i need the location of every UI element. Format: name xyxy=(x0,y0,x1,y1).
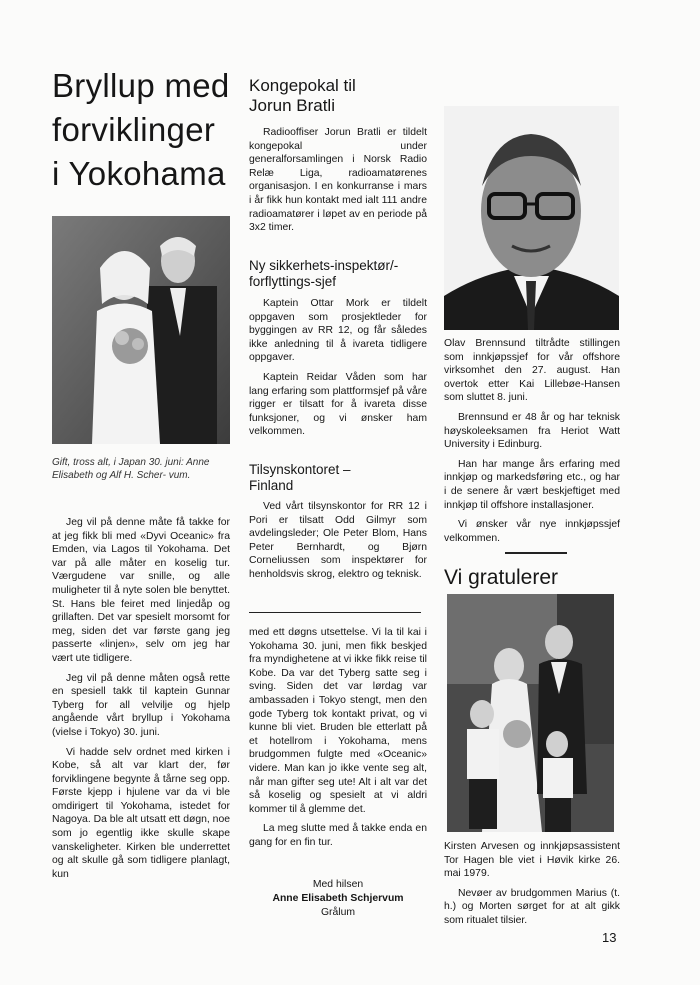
page-number: 13 xyxy=(602,930,617,945)
article1-signoff xyxy=(249,878,427,920)
article1-body-col2 xyxy=(249,626,427,856)
paragraph: Jeg vil på denne måten også rette en spesiell takk til kaptein Gunnar Tyberg for all velvilje og hjelp angående vårt bryllup i Yokohama (vielse i Tokyo) 30. juni. xyxy=(52,672,230,738)
article1-body-col1 xyxy=(52,516,230,887)
wedding-group-photo xyxy=(447,594,614,832)
paragraph: Nevøer av brudgommen Marius (t. h.) og Morten sørget for at alt gikk som ritualet tilsier. xyxy=(444,887,620,926)
portrait-image xyxy=(444,106,619,330)
paragraph: med ett døgns utsettelse. Vi la til kai i Yokohama 30. juni, men fikk beskjed fra myndighetene at vi ikke fikk reise til Kobe. Da var det Tyberg satte seg i sving. Siden det var lørdag var ambassaden i Tokyo stengt, men den gode Tyberg tok kontakt privat, og vi kunne bli viet. Bruden ble etterlatt på et hotellrom i Yokohama, mens brudgommen fulgte med «Oceanic» videre. Man kan jo ikke vente seg alt, når man gifter seg ute! Alt i alt var det så koselig og spesielt at vi aldri kommer til å glemme det. xyxy=(249,627,427,815)
paragraph: Kaptein Ottar Mork er tildelt oppgaven som prosjektleder for byggingen av RR 12, og får således ikke anledning til å ivareta tidligere oppgaver. xyxy=(249,298,427,364)
article6-title: Vi gratulerer xyxy=(444,566,559,589)
paragraph: Kirsten Arvesen og innkjøpsassistent Tor Hagen ble viet i Høvik kirke 26. mai 1979. xyxy=(444,841,620,880)
paragraph: Radiooffiser Jorun Bratli er tildelt kongepokal under generalforsamlingen i Norsk Radio Relæ Liga, radioamatørenes organisasjon. I en konkurranse i mars i år fikk hun kontakt med ialt 111 andre radioamatører i løpet av en periode på 3x2 timer. xyxy=(249,127,427,234)
signoff-name: Anne Elisabeth Schjervum xyxy=(272,893,404,904)
paragraph: La meg slutte med å takke enda en gang for en fin tur. xyxy=(249,823,427,848)
article2-title: Kongepokal til Jorun Bratli xyxy=(249,76,356,115)
paragraph: Olav Brennsund tiltrådte stillingen som innkjøpssjef for vår offshore virksomhet den 27. august. Han overtok etter Kai Lillebøe-Hansen som sluttet 8. juni. xyxy=(444,338,620,404)
wedding-photo xyxy=(52,216,230,444)
signoff-place: Grålum xyxy=(320,907,356,918)
article3-body xyxy=(249,297,427,445)
wedding-photo-caption: Gift, tross alt, i Japan 30. juni: Anne Elisabeth og Alf H. Scher- vum. xyxy=(52,457,210,481)
paragraph: Jeg vil på denne måte få takke for at jeg fikk bli med «Dyvi Oceanic» fra Emden, via Lagos til Yokohama. Det var på alle måter en koselig tur. Værgudene var snille, og alle muligheter til å nyte solen ble benyttet. St. Hans ble feiret med linjedåp og grillaften. Det var spesielt morsomt for meg, siden det var første gang jeg passerte «linjen», selv om jeg har vært ute tidligere. xyxy=(52,517,230,664)
article3-title: Ny sikkerhets-inspektør/- forflyttings-sjef xyxy=(249,258,399,289)
signoff-greeting: Med hilsen xyxy=(312,879,364,890)
article4-title: Tilsynskontoret – Finland xyxy=(249,462,351,493)
article5-body xyxy=(444,337,620,551)
article2-body xyxy=(249,126,427,241)
paragraph: Brennsund er 48 år og har teknisk høyskoleeksamen fra Heriot Watt University i Edinburg. xyxy=(444,411,620,451)
wedding-group-image xyxy=(447,594,614,832)
paragraph: Vi ønsker vår nye innkjøpssjef velkommen. xyxy=(444,519,620,544)
column-divider-rule xyxy=(249,612,421,613)
wedding-couple-image xyxy=(52,216,230,444)
paragraph: Kaptein Reidar Våden som har lang erfaring som plattformsjef på våre rigger er tilsatt for å ivareta disse funksjoner, og vi ønsker ham velkommen. xyxy=(249,371,427,438)
article6-body xyxy=(444,840,620,934)
article4-body xyxy=(249,500,427,588)
paragraph: Vi hadde selv ordnet med kirken i Kobe, så alt var klart der, før forviklingene begynte å tårne seg opp. Første kjepp i hjulene var da vi ble omdirigert til Yokohama, istedet for Nagoya. Da ble alt utsatt ett døgn, noe som jo egentlig ikke skulle skape vanskeligheter. Kirken ble underrettet og alt skulle gå som tidligere planlagt, kun xyxy=(52,746,230,880)
paragraph: Ved vårt tilsynskontor for RR 12 i Pori er tilsatt Odd Gilmyr som avdelingsleder; Ole Peter Blom, Hans Peter Bernhardt, og Bjørn Corneliussen som inspektører for henholdsvis skrog, elektro og teknisk. xyxy=(249,501,427,580)
article1-title: Bryllup med forviklinger i Yokohama xyxy=(52,67,230,192)
section-divider-rule xyxy=(505,552,567,554)
paragraph: Han har mange års erfaring med innkjøp og markedsføring etc., og har i de senere år vært beskjeftiget med innkjøp til offshore installasjoner. xyxy=(444,458,620,511)
portrait-photo xyxy=(444,106,619,330)
